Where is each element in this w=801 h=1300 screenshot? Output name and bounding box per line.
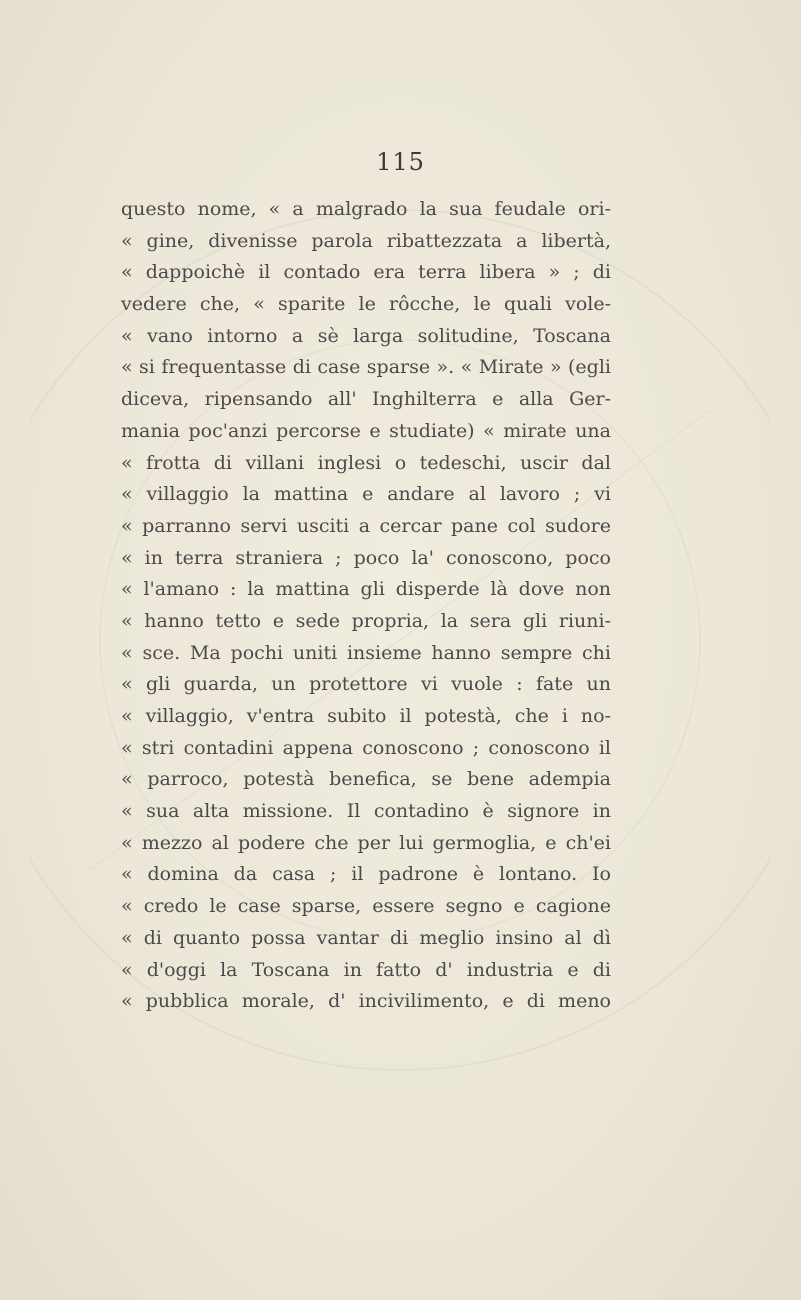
text-line: « parroco, potestà benefica, se bene adempia xyxy=(121,768,611,791)
page-number: 115 xyxy=(376,148,425,176)
text-line: « gine, divenisse parola ribattezzata a libertà, xyxy=(121,229,611,252)
text-line: mania poc'anzi percorse e studiate) « mirate una xyxy=(121,419,611,442)
text-line: « stri contadini appena conoscono ; conoscono il xyxy=(121,736,611,759)
text-line: « parranno servi usciti a cercar pane col sudore xyxy=(121,514,611,537)
text-line: « sua alta missione. Il contadino è signore in xyxy=(121,800,611,823)
text-line: « gli guarda, un protettore vi vuole : fate un xyxy=(121,673,611,696)
text-line: diceva, ripensando all' Inghilterra e alla Ger- xyxy=(121,388,611,411)
text-line: « vano intorno a sè larga solitudine, Toscana xyxy=(121,324,611,347)
text-line: vedere che, « sparite le rôcche, le quali vole- xyxy=(121,293,611,316)
text-line: « dappoichè il contado era terra libera » ; di xyxy=(121,261,611,284)
text-line: « l'amano : la mattina gli disperde là dove non xyxy=(121,578,611,601)
text-line: « villaggio la mattina e andare al lavoro ; vi xyxy=(121,483,611,506)
text-line: « domina da casa ; il padrone è lontano. Io xyxy=(121,863,611,886)
text-line: « mezzo al podere che per lui germoglia, e ch'ei xyxy=(121,831,611,854)
body-text xyxy=(121,194,611,1018)
text-line: « villaggio, v'entra subito il potestà, che i no- xyxy=(121,705,611,727)
text-line: « credo le case sparse, essere segno e cagione xyxy=(121,895,611,918)
text-line: « pubblica morale, d' incivilimento, e di meno xyxy=(121,990,611,1013)
text-line: « hanno tetto e sede propria, la sera gli riuni- xyxy=(121,609,611,632)
text-line: « in terra straniera ; poco la' conoscono, poco xyxy=(121,546,611,569)
text-line: « sce. Ma pochi uniti insieme hanno sempre chi xyxy=(121,641,611,664)
text-line: « d'oggi la Toscana in fatto d' industria e di xyxy=(121,958,611,981)
text-line: « si frequentasse di case sparse ». « Mirate » (egli xyxy=(121,356,611,379)
text-line: questo nome, « a malgrado la sua feudale ori- xyxy=(121,198,611,220)
text-line: « di quanto possa vantar di meglio insino al dì xyxy=(121,926,611,949)
text-line: « frotta di villani inglesi o tedeschi, uscir dal xyxy=(121,451,611,474)
